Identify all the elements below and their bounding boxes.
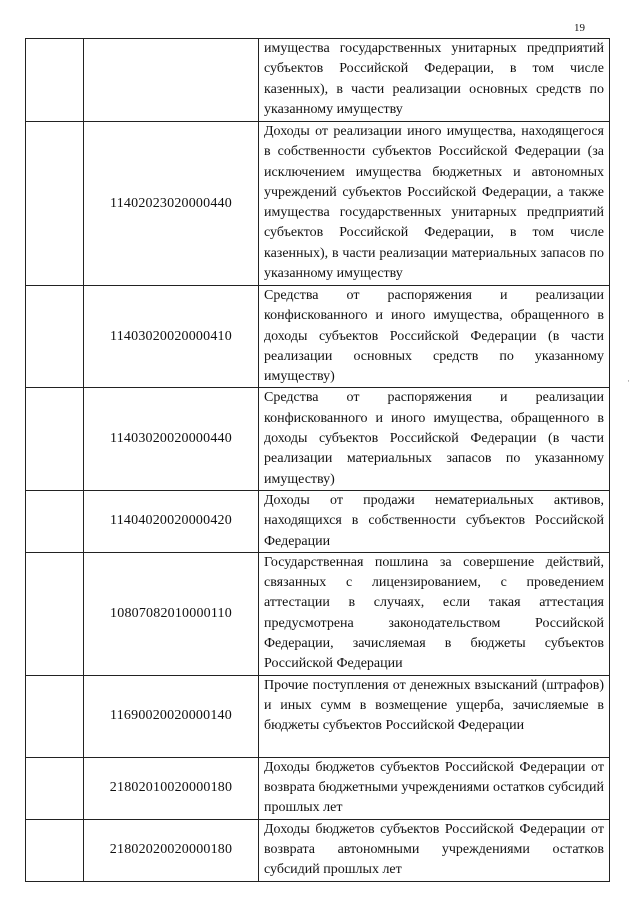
- revenue-code: 21802010020000180: [84, 757, 259, 819]
- table-row: [26, 388, 610, 490]
- table-row: [26, 819, 610, 881]
- blank-cell: [26, 286, 84, 388]
- revenue-description: имущества государственных унитарных предприятий субъектов Российской Федерации, в том числе казенных), в части реализации основных средств по указанному имуществу: [259, 39, 610, 122]
- revenue-code: 11403020020000440: [84, 388, 259, 490]
- revenue-codes-table: [25, 38, 610, 882]
- revenue-code: 11403020020000410: [84, 286, 259, 388]
- blank-cell: [26, 388, 84, 490]
- revenue-description: Средства от распоряжения и реализации конфискованного и иного имущества, обращенного в доходы субъектов Российской Федерации (в части реализации материальных запасов по указанному имуществу): [259, 388, 610, 490]
- blank-cell: [26, 757, 84, 819]
- scan-dot: ·: [627, 376, 630, 386]
- blank-cell: [26, 552, 84, 675]
- table-row: [26, 675, 610, 757]
- page-number: 19: [574, 22, 585, 34]
- blank-cell: [26, 39, 84, 122]
- blank-cell: [26, 819, 84, 881]
- revenue-description: Государственная пошлина за совершение действий, связанных с лицензированием, с проведением аттестации в случаях, если такая аттестация предусмотрена законодательством Российской Федерации, зачисляемая в бюджеты субъектов Российской Федерации: [259, 552, 610, 675]
- table-row: [26, 122, 610, 286]
- revenue-code: 11404020020000420: [84, 490, 259, 552]
- revenue-code: 21802020020000180: [84, 819, 259, 881]
- revenue-description: Доходы бюджетов субъектов Российской Федерации от возврата автономными учреждениями остатков субсидий прошлых лет: [259, 819, 610, 881]
- table-row: [26, 552, 610, 675]
- table-row: [26, 490, 610, 552]
- revenue-description: Доходы от реализации иного имущества, находящегося в собственности субъектов Российской Федерации (за исключением имущества бюджетных и автономных учреждений субъектов Российской Федерации, а также имущества государственных унитарных предприятий субъектов Российской Федерации, в том числе казенных), в части реализации материальных запасов по указанному имуществу: [259, 122, 610, 286]
- revenue-code: 11690020020000140: [84, 675, 259, 757]
- revenue-code: 11402023020000440: [84, 122, 259, 286]
- revenue-description: Доходы от продажи нематериальных активов, находящихся в собственности субъектов Российской Федерации: [259, 490, 610, 552]
- blank-cell: [26, 122, 84, 286]
- table-row: [26, 286, 610, 388]
- blank-cell: [26, 490, 84, 552]
- revenue-description: Прочие поступления от денежных взысканий (штрафов) и иных сумм в возмещение ущерба, зачисляемые в бюджеты субъектов Российской Федерации: [259, 675, 610, 757]
- revenue-code: 10807082010000110: [84, 552, 259, 675]
- blank-cell: [26, 675, 84, 757]
- table-row: [26, 39, 610, 122]
- revenue-description: Средства от распоряжения и реализации конфискованного и иного имущества, обращенного в доходы субъектов Российской Федерации (в части реализации основных средств по указанному имуществу): [259, 286, 610, 388]
- revenue-description: Доходы бюджетов субъектов Российской Федерации от возврата бюджетными учреждениями остатков субсидий прошлых лет: [259, 757, 610, 819]
- table-row: [26, 757, 610, 819]
- revenue-code: [84, 39, 259, 122]
